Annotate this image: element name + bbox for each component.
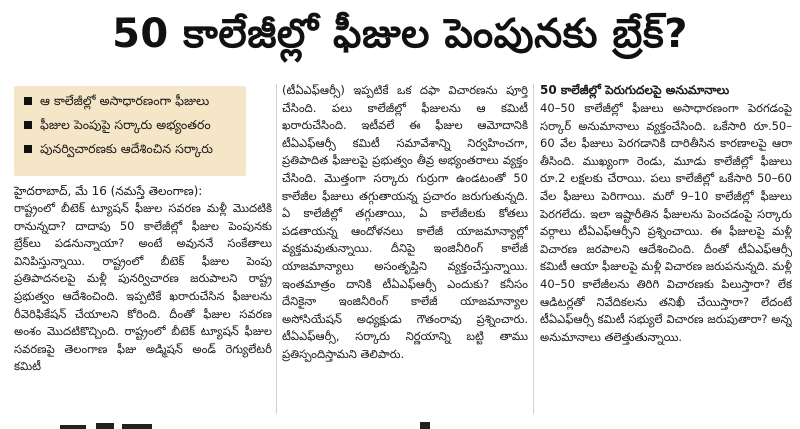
column-divider bbox=[276, 84, 277, 414]
highlight-text: ఫీజుల పెంపుపై సర్కారు అభ్యంతరం bbox=[40, 117, 211, 132]
highlight-text: ఆ కాలేజీల్లో అసాధారణంగా ఫీజులు bbox=[40, 93, 210, 108]
article-column-2 bbox=[282, 82, 528, 412]
dateline: హైదరాబాద్, మే 16 (నమస్తే తెలంగాణ): bbox=[14, 184, 203, 198]
highlight-item bbox=[24, 94, 236, 108]
highlight-item bbox=[24, 142, 236, 156]
cropped-glyph bbox=[122, 424, 152, 429]
subheading: 50 కాలేజీల్లో పెరుగుదలపై అనుమానాలు bbox=[540, 83, 730, 97]
article-column-3 bbox=[540, 100, 792, 412]
cropped-glyph bbox=[96, 423, 114, 429]
column-divider bbox=[533, 84, 534, 414]
cropped-glyph bbox=[60, 425, 86, 429]
article-paragraph: 40–50 కాలేజీల్లో ఫీజులు అసాధారణంగా పెరగడంపై సర్కార్ అనుమానాలు వ్యక్తంచేసింది. ఒకేసారి రూ.50–60 వేల ఫీజులు పెరగడానికి దారితీసిన కారణాలపై ఆరా తీసింది. ముఖ్యంగా రెండు, మూడు కాలేజీల్లో ఫీజులు రూ.2 లక్షలకు చేరాయి. పలు కాలేజీల్లో ఒకేసారి 50–60 వేల ఫీజులు పెరిగాయి. మరో 9–10 కాలేజీల్లో ఫీజులు పెరగలేదు. ఇలా ఇష్టారీతిన ఫీజులను పెంచడంపై సర్కారు వర్గాలు టీఏఎఫ్ఆర్సీని ప్రశ్నించాయి. ఈ ఫీజులపై మళ్లీ విచారణ జరపాలని ఆదేశించింది. దీంతో టీఏఎఫ్ఆర్సీ కమిటీ ఆయా ఫీజులపై మళ్లీ విచారణ జరుపనున్నది. మళ్లీ 40–50 కాలేజీలను తిరిగి విచారణకు పిలుస్తారా? లేక ఆడిటర్లతో నివేదికలను తనిఖీ చేయిస్తారా? లేదంటే టీఏఎఫ్ఆర్సీ కమిటీ సభ్యులే విచారణ జరుపుతారా? అన్న అనుమానాలు తలెత్తుతున్నాయి. bbox=[540, 101, 792, 344]
highlight-item bbox=[24, 118, 236, 132]
article-paragraph: (టీఏఎఫ్ఆర్సీ) ఇప్పటికే ఒక దఫా విచారణను పూర్తి చేసింది. పలు కాలేజీల్లో ఫీజులను ఆ కమిటీ ఖరారుచేసింది. ఇటీవలే ఈ ఫీజుల ఆమోదానికి టీఏఎఫ్ఆర్సీ కమిటీ సమావేశాన్ని నిర్వహించగా, ప్రతిపాదిత ఫీజులపై ప్రభుత్వం తీవ్ర అభ్యంతరాలు వ్యక్తం చేసింది. మొత్తంగా సర్కారు గుర్రుగా ఉండటంతో 50 కాలేజీల ఫీజులు తగ్గుతాయన్న ప్రచారం జరుగుతున్నది. ఏ కాలేజీల్లో తగ్గుతాయి, ఏ కాలేజీలకు కోతలు పడతాయన్న ఆందోళనలు కాలేజీ యాజమాన్యాల్లో వ్యక్తమవుతున్నాయి. దీనిపై ఇంజినీరింగ్ కాలేజీ యాజమాన్యాలు అసంతృప్తిని వ్యక్తంచేస్తున్నాయి. ఇంతమాత్రం దానికి టీఏఎఫ్ఆర్సీ ఎందుకు? కనీసం దేనికైనా ఇంజినీరింగ్ కాలేజీ యాజమాన్యాల అసోసియేషన్ అధ్యక్షుడు గౌతంరావు ప్రశ్నించారు. టీఏఎఫ్ఆర్సీ, సర్కారు నిర్ణయాన్ని బట్టి తాము ప్రతిస్పందిస్తామని తెలిపారు. bbox=[282, 83, 528, 361]
headline: 50 కాలేజీల్లో ఫీజుల పెంపునకు బ్రేక్? bbox=[112, 11, 688, 57]
article-column-1 bbox=[14, 200, 272, 408]
article-paragraph: రాష్ట్రంలో బీటెక్ ట్యూషన్ ఫీజుల సవరణ మళ్లీ మొదటికి రానున్నదా? దాదాపు 50 కాలేజీల్లో ఫీజుల పెంపునకు బ్రేక్‌లు పడనున్నాయా? అంటే అవుననే సంకేతాలు వినిపిస్తున్నాయి. రాష్ట్రంలో బీటెక్ ఫీజుల పెంపు ప్రతిపాదనలపై మళ్లీ పునర్విచారణ జరుపాలని రాష్ట్ర ప్రభుత్వం ఆదేశించింది. ఇప్పటికే ఖరారుచేసిన ఫీజులను రీవెరిఫికేషన్ చేయాలని కోరింది. దీంతో ఫీజుల సవరణ అంశం మొదటికొచ్చింది. రాష్ట్రంలో బీటెక్ ట్యూషన్ ఫీజుల సవరణపై తెలంగాణ ఫీజు అడ్మిషన్ అండ్ రెగ్యులేటరీ కమిటీ bbox=[14, 201, 272, 374]
square-bullet-icon bbox=[24, 121, 32, 129]
square-bullet-icon bbox=[24, 97, 32, 105]
highlights-box bbox=[14, 86, 246, 176]
highlight-text: పునర్విచారణకు ఆదేశించిన సర్కారు bbox=[40, 141, 213, 156]
cropped-glyph bbox=[420, 422, 430, 429]
cropped-next-article bbox=[0, 416, 800, 429]
square-bullet-icon bbox=[24, 145, 32, 153]
